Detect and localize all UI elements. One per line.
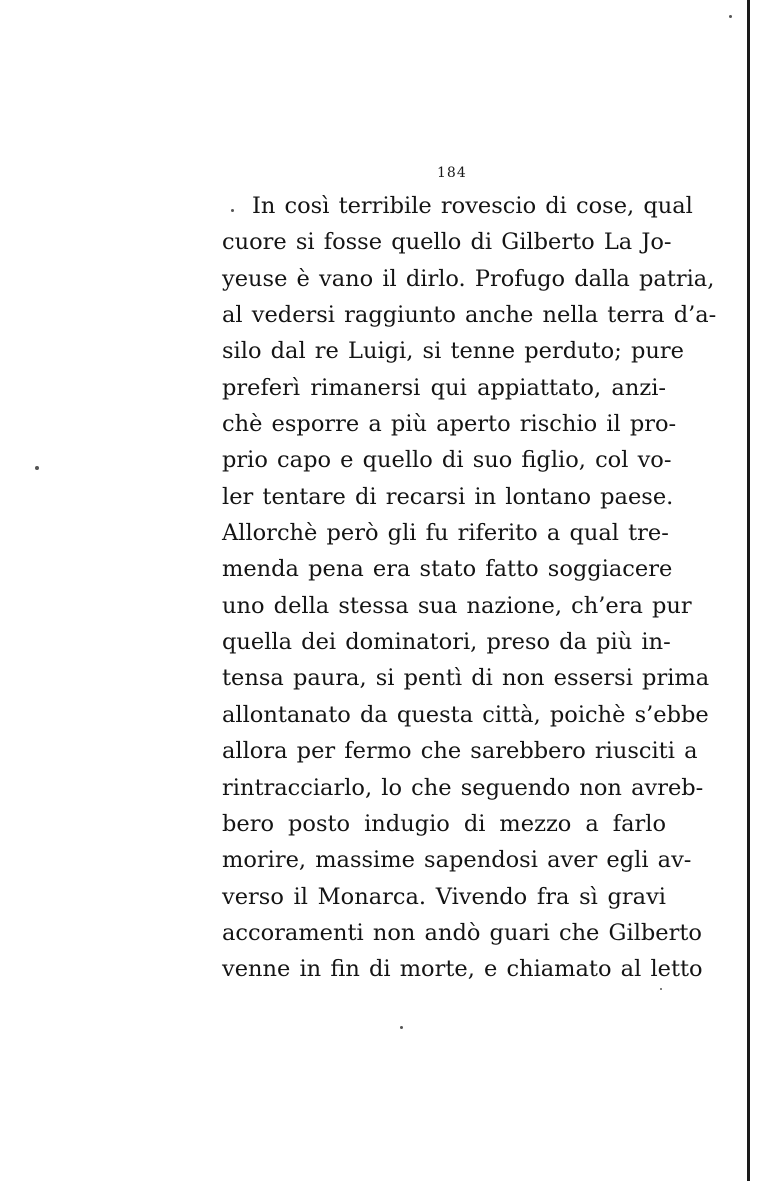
page-number: 184 <box>437 165 467 181</box>
text-line: chè esporre a più aperto rischio il pro- <box>222 411 677 438</box>
text-line: cuore si fosse quello di Gilberto La Jo- <box>222 229 672 256</box>
text-line: menda pena era stato fatto soggiacere <box>222 556 673 583</box>
paper-speck <box>35 466 39 470</box>
text-line: al vedersi raggiunto anche nella terra d’a- <box>222 302 717 329</box>
text-line: venne in fin di morte, e chiamato al letto <box>222 956 703 983</box>
body-text <box>222 188 717 988</box>
text-line: preferì rimanersi qui appiattato, anzi- <box>222 374 666 401</box>
paper-speck <box>729 15 732 18</box>
text-line: allontanato da questa città, poichè s’ebbe <box>222 701 709 728</box>
text-line: bero posto indugio di mezzo a farlo <box>222 810 666 837</box>
text-line: In così terribile rovescio di cose, qual <box>252 193 693 219</box>
text-line: morire, massime sapendosi aver egli av- <box>222 847 692 874</box>
text-line: tensa paura, si pentì di non essersi prima <box>222 665 710 692</box>
text-line: silo dal re Luigi, si tenne perduto; pure <box>222 338 684 365</box>
text-line: allora per fermo che sarebbero riusciti a <box>222 738 698 765</box>
text-line: ler tentare di recarsi in lontano paese. <box>222 483 674 510</box>
text-line: prio capo e quello di suo figlio, col vo- <box>222 447 672 474</box>
text-line: yeuse è vano il dirlo. Profugo dalla patria, <box>222 265 715 292</box>
text-line: Allorchè però gli fu riferito a qual tre- <box>222 520 669 547</box>
paper-speck <box>660 988 662 990</box>
text-line: accoramenti non andò guari che Gilberto <box>222 919 702 946</box>
text-line: quella dei dominatori, preso da più in- <box>222 629 671 656</box>
text-line: uno della stessa sua nazione, ch’era pur <box>222 592 692 619</box>
paper-speck <box>400 1026 403 1029</box>
text-line: verso il Monarca. Vivendo fra sì gravi <box>222 883 666 910</box>
page-edge-shadow <box>747 0 750 1181</box>
text-line: rintracciarlo, lo che seguendo non avreb- <box>222 774 704 801</box>
